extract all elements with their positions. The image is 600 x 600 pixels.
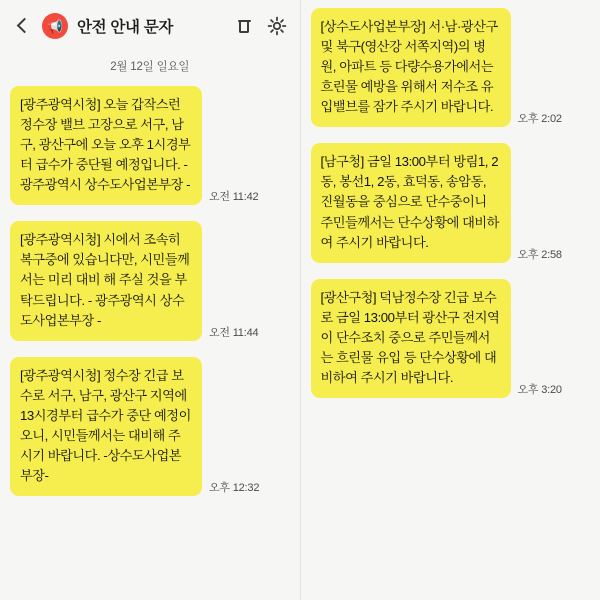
message-timestamp: 오후 12:32: [209, 482, 260, 494]
message-item: [10, 86, 290, 205]
date-divider: 2월 12일 일요일: [110, 61, 190, 73]
back-chevron-icon[interactable]: [12, 15, 34, 37]
message-item: [311, 143, 591, 262]
right-conversation-pane: [300, 0, 600, 600]
message-item: [10, 357, 290, 496]
message-bubble[interactable]: [광주광역시청] 정수장 긴급 보수로 서구, 남구, 광산구 지역에 13시경부터 급수가 중단 예정이오니, 시민들께서는 대비해 주시기 바랍니다. -상수도사업본부장-: [10, 357, 202, 496]
page-title: 안전 안내 문자: [77, 19, 174, 36]
message-timestamp: 오후 3:20: [517, 383, 562, 396]
message-item: [10, 221, 290, 340]
message-bubble[interactable]: [광주광역시청] 시에서 조속히 복구중에 있습니다만, 시민들께서는 미리 대비 해 주실 것을 부탁드립니다. - 광주광역시 상수도사업본부장 -: [10, 221, 202, 340]
left-message-list: [0, 86, 300, 526]
message-timestamp: 오전 11:42: [209, 191, 259, 204]
message-timestamp: 오후 2:58: [517, 248, 562, 261]
message-item: [311, 8, 591, 127]
app-header: [0, 0, 300, 52]
emergency-alert-icon: 📢: [42, 13, 68, 39]
message-bubble[interactable]: [광주광역시청] 오늘 갑작스런 정수장 밸브 고장으로 서구, 남구, 광산구에 오늘 오후 1시경부터 급수가 중단될 예정입니다. - 광주광역시 상수도사업본부장 -: [10, 86, 202, 205]
message-timestamp: 오후 2:02: [517, 113, 562, 126]
message-bubble[interactable]: [상수도사업본부장] 서·남·광산구 및 북구(영산강 서쪽지역)의 병원, 아파트 등 다량수용가에서는 흐린물 예방을 위해서 저수조 유입밸브를 잠가 주시기 바랍니다.: [311, 8, 511, 127]
message-bubble[interactable]: [광산구청] 덕남정수장 긴급 보수로 금일 13:00부터 광산구 전지역이 단수조치 중으로 주민들께서는 흐린물 유입 등 단수상황에 대비하여 주시기 바랍니다.: [311, 279, 511, 398]
message-bubble[interactable]: [남구청] 금일 13:00부터 방림1, 2동, 봉선1, 2동, 효덕동, 송암동, 진월동을 중심으로 단수중이니 주민들께서는 단수상황에 대비하여 주시기 바랍니다.: [311, 143, 511, 262]
message-timestamp: 오전 11:44: [209, 326, 259, 339]
message-item: [311, 279, 591, 398]
right-message-list: [301, 0, 600, 428]
trash-icon[interactable]: [234, 15, 256, 37]
gear-icon[interactable]: [266, 15, 288, 37]
